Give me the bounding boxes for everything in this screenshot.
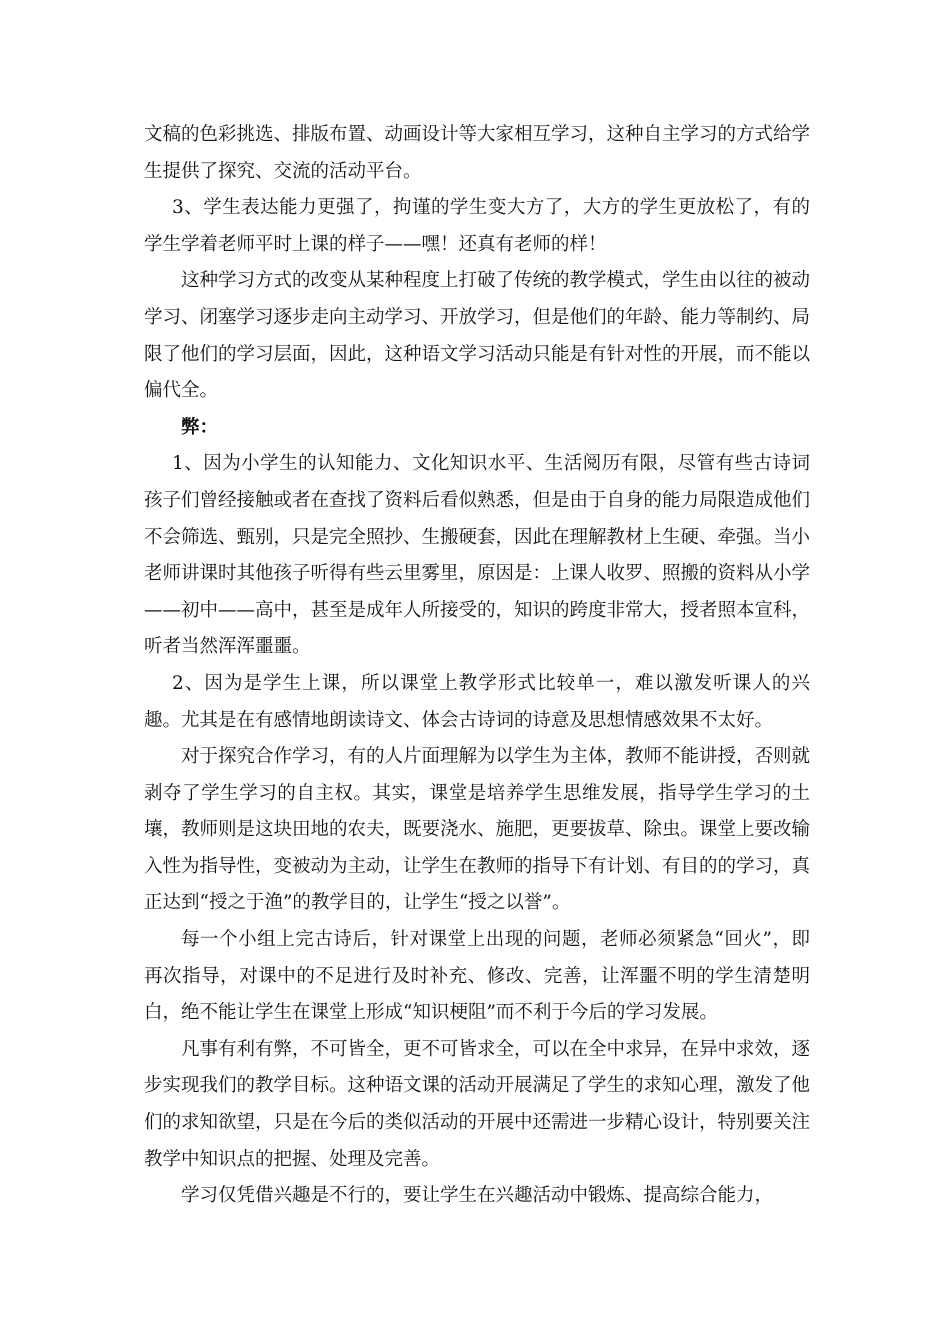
paragraph-interest-learning: 学习仅凭借兴趣是不行的，要让学生在兴趣活动中锻炼、提高综合能力， [181, 1185, 774, 1207]
section-heading-drawbacks: 弊： [181, 416, 219, 438]
paragraph-learning-change: 这种学习方式的改变从某种程度上打破了传统的教学模式，学生由以往的被动学习、闭塞学习逐步走向主动学习、开放学习，但是他们的年龄、能力等制约、局限了他们的学习层面，因此，这种语文学习活动只能是有针对性的开展，而不能以偏代全。 [144, 270, 811, 402]
paragraph-drawback-1: 1、因为小学生的认知能力、文化知识水平、生活阅历有限，尽管有些古诗词孩子们曾经接触或者在查找了资料后看似熟悉，但是由于自身的能力局限造成他们不会筛选、甄别，只是完全照抄、生搬硬套，因此在理解教材上生硬、牵强。当小老师讲课时其他孩子听得有些云里雾里，原因是：上课人收罗、照搬的资料从小学——初中——高中，甚至是成年人所接受的，知识的跨度非常大，授者照本宣科，听者当然浑浑噩噩。 [144, 453, 811, 658]
paragraph-follow-up-guidance: 每一个小组上完古诗后，针对课堂上出现的问题，老师必须紧急“回火”，即再次指导，对课中的不足进行及时补充、修改、完善，让浑噩不明的学生清楚明白，绝不能让学生在课堂上形成“知识梗阻”而不利于今后的学习发展。 [144, 929, 810, 1024]
paragraph-cooperative-learning: 对于探究合作学习，有的人片面理解为以学生为主体，教师不能讲授，否则就剥夺了学生学习的自主权。其实，课堂是培养学生思维发展，指导学生学习的土壤，教师则是这块田地的农夫，既要浇水、施肥，更要拔草、除虫。课堂上要改输入性为指导性，变被动为主动，让学生在教师的指导下有计划、有目的的学习，真正达到“授之于渔”的教学目的，让学生“授之以誉”。 [144, 746, 811, 914]
paragraph-point-3: 3、学生表达能力更强了，拘谨的学生变大方了，大方的学生更放松了，有的学生学着老师平时上课的样子——嘿！还真有老师的样！ [144, 197, 810, 255]
paragraph-pros-and-cons: 凡事有利有弊，不可皆全，更不可皆求全，可以在全中求异，在异中求效，逐步实现我们的教学目标。这种语文课的活动开展满足了学生的求知心理，激发了他们的求知欲望，只是在今后的类似活动的开展中还需进一步精心设计，特别要关注教学中知识点的把握、处理及完善。 [144, 1038, 811, 1170]
paragraph-drawback-2: 2、因为是学生上课，所以课堂上教学形式比较单一，难以激发听课人的兴趣。尤其是在有感情地朗读诗文、体会古诗词的诗意及思想情感效果不太好。 [144, 672, 810, 731]
paragraph-continued: 文稿的色彩挑选、排版布置、动画设计等大家相互学习，这种自主学习的方式给学生提供了探究、交流的活动平台。 [144, 124, 811, 182]
document-body [144, 117, 810, 1215]
